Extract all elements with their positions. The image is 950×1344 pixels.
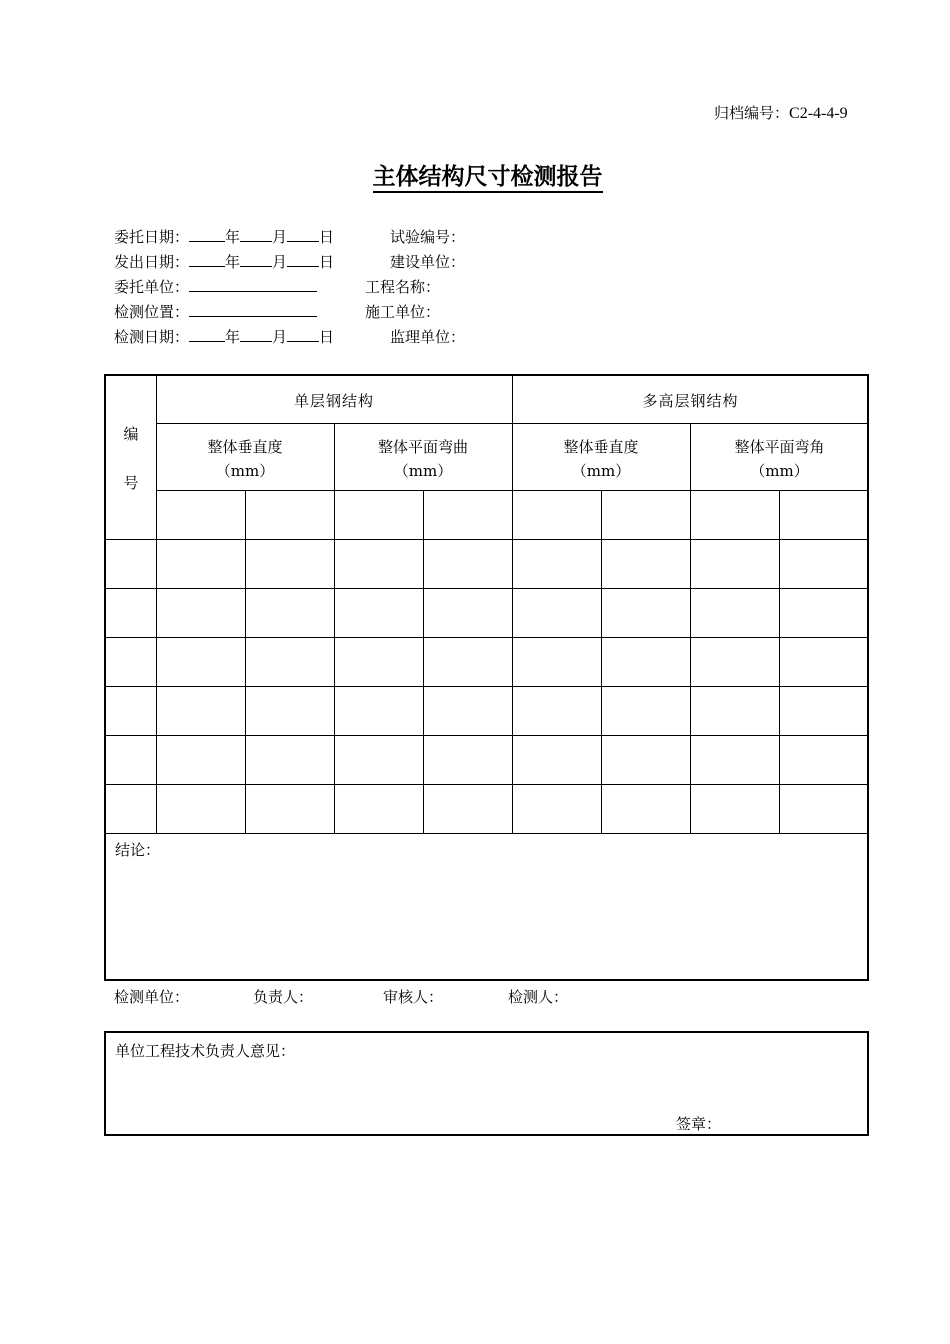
- col-header-2-unit: （mm）: [393, 462, 453, 480]
- sig-person-in-charge: 负责人：: [253, 988, 314, 1006]
- blank-field[interactable]: [189, 325, 225, 342]
- opinion-label: 单位工程技术负责人意见：: [115, 1042, 296, 1060]
- grid-line: [106, 637, 869, 638]
- sig-tester: 检测人：: [508, 988, 569, 1006]
- archive-label: 归档编号：: [714, 104, 790, 122]
- day-label: 日: [319, 328, 335, 346]
- info-left: [114, 225, 334, 350]
- info-supervision-unit: 监理单位：: [390, 328, 466, 346]
- info-test-date: [114, 325, 334, 350]
- col-header-1-title: 整体垂直度: [207, 438, 283, 456]
- info-issue-date: [114, 250, 334, 275]
- blank-field[interactable]: [240, 325, 272, 342]
- info-entrust-unit: [114, 275, 334, 300]
- grid-line: [334, 423, 335, 833]
- grid-line: [245, 490, 246, 833]
- grid-line: [106, 588, 869, 589]
- info-right-1: [390, 225, 465, 275]
- month-label: 月: [272, 253, 288, 271]
- year-label: 年: [225, 328, 241, 346]
- label: 委托单位：: [114, 278, 190, 296]
- grid-line: [106, 539, 869, 540]
- blank-field[interactable]: [287, 225, 319, 242]
- group-header-multi: 多高层钢结构: [642, 392, 739, 410]
- grid-line: [601, 490, 602, 833]
- grid-line: [106, 833, 869, 834]
- info-project-name: 工程名称：: [365, 278, 441, 296]
- info-test-no: 试验编号：: [390, 228, 466, 246]
- col-header-2: [334, 435, 512, 483]
- col-header-3-unit: （mm）: [571, 462, 631, 480]
- sig-test-unit: 检测单位：: [114, 988, 190, 1006]
- grid-line: [690, 423, 691, 833]
- blank-field[interactable]: [287, 325, 319, 342]
- seal-label: 签章：: [676, 1115, 722, 1133]
- archive-code: C2-4-4-9: [789, 105, 848, 122]
- info-test-location: [114, 300, 334, 325]
- number-header-top: 编: [123, 425, 139, 443]
- month-label: 月: [272, 328, 288, 346]
- info-construction-unit: 施工单位：: [365, 303, 441, 321]
- info-entrust-date: [114, 225, 334, 250]
- label: 发出日期：: [114, 253, 190, 271]
- col-header-2-title: 整体平面弯曲: [377, 438, 468, 456]
- grid-line: [423, 490, 424, 833]
- opinion-box: [104, 1031, 869, 1136]
- col-header-1: [156, 435, 334, 483]
- blank-field[interactable]: [240, 225, 272, 242]
- col-header-3: [512, 435, 690, 483]
- info-right-3: [390, 325, 465, 350]
- blank-field[interactable]: [189, 275, 317, 292]
- year-label: 年: [225, 253, 241, 271]
- month-label: 月: [272, 228, 288, 246]
- measurement-table: [104, 374, 869, 981]
- blank-field[interactable]: [189, 250, 225, 267]
- col-header-4: [690, 435, 869, 483]
- col-header-3-title: 整体垂直度: [563, 438, 639, 456]
- page-title-text: 主体结构尺寸检测报告: [373, 164, 603, 193]
- blank-field[interactable]: [189, 300, 317, 317]
- col-header-4-title: 整体平面弯角: [734, 438, 825, 456]
- blank-field[interactable]: [189, 225, 225, 242]
- grid-line: [106, 784, 869, 785]
- group-header-single: 单层钢结构: [293, 392, 374, 410]
- grid-line: [106, 735, 869, 736]
- blank-field[interactable]: [287, 250, 319, 267]
- info-right-2: [365, 275, 440, 325]
- conclusion-label: 结论：: [115, 841, 161, 859]
- year-label: 年: [225, 228, 241, 246]
- label: 委托日期：: [114, 228, 190, 246]
- blank-field[interactable]: [240, 250, 272, 267]
- day-label: 日: [319, 228, 335, 246]
- archive-number: [714, 102, 848, 123]
- grid-line: [106, 686, 869, 687]
- sig-reviewer: 审核人：: [383, 988, 444, 1006]
- grid-line: [779, 490, 780, 833]
- label: 检测日期：: [114, 328, 190, 346]
- col-header-1-unit: （mm）: [215, 462, 275, 480]
- label: 检测位置：: [114, 303, 190, 321]
- number-header-bottom: 号: [123, 474, 139, 492]
- day-label: 日: [319, 253, 335, 271]
- page-title: [0, 158, 950, 191]
- col-header-4-unit: （mm）: [750, 462, 809, 480]
- info-build-unit: 建设单位：: [390, 253, 466, 271]
